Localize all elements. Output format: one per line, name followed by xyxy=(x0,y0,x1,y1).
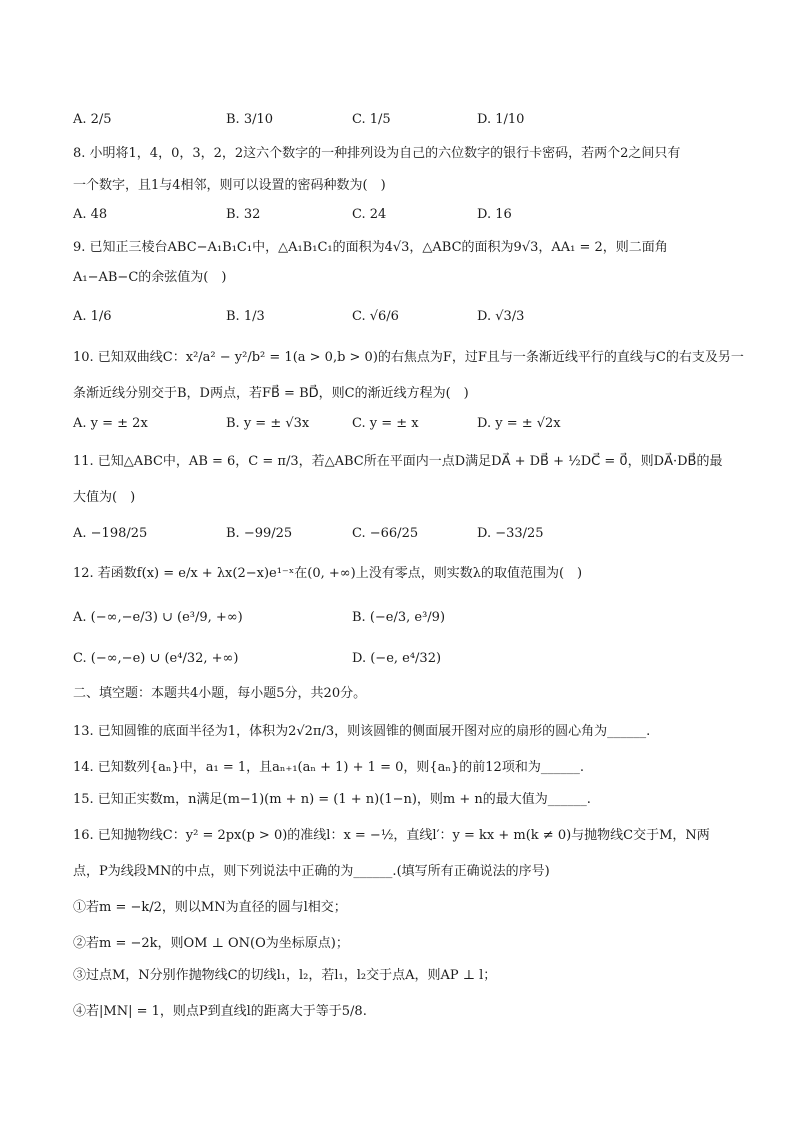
q7-option-c: C. 1/5 xyxy=(352,112,391,127)
q11-option-d: D. −33/25 xyxy=(477,526,544,541)
q13-stem: 13. 已知圆锥的底面半径为1，体积为2√2π/3，则该圆锥的侧面展开图对应的扇形的圆心角为______. xyxy=(73,724,651,739)
q7-option-d: D. 1/10 xyxy=(477,112,525,127)
q9-stem-line2: A₁−AB−C的余弦值为( ) xyxy=(73,270,227,285)
q7-option-b: B. 3/10 xyxy=(226,112,274,127)
q12-option-b: B. (−e/3, e³/9) xyxy=(352,610,446,625)
q14-stem: 14. 已知数列{aₙ}中，a₁ = 1，且aₙ₊₁(aₙ + 1) + 1 = 0，则{aₙ}的前12项和为______. xyxy=(73,760,584,775)
q11-options xyxy=(73,522,733,546)
section-heading: 二、填空题：本题共4小题，每小题5分，共20分。 xyxy=(73,686,367,701)
q9-option-b: B. 1/3 xyxy=(226,309,265,324)
q7-options xyxy=(73,108,733,132)
q11-option-a: A. −198/25 xyxy=(73,526,148,541)
q12-option-a: A. (−∞,−e/3) ∪ (e³/9, +∞) xyxy=(73,610,243,625)
q10-option-a: A. y = ± 2x xyxy=(73,416,148,431)
q9-stem-line1: 9. 已知正三棱台ABC−A₁B₁C₁中，△A₁B₁C₁的面积为4√3，△ABC的面积为9√3，AA₁ = 2，则二面角 xyxy=(73,240,668,255)
q16-item-2: ②若m = −2k，则OM ⊥ ON(O为坐标原点)； xyxy=(73,936,349,951)
q8-option-c: C. 24 xyxy=(352,207,387,222)
q9-option-a: A. 1/6 xyxy=(73,309,112,324)
q12-options-row1 xyxy=(73,606,733,630)
q16-item-4: ④若|MN| = 1，则点P到直线l的距离大于等于5/8. xyxy=(73,1004,367,1019)
q10-stem-line2: 条渐近线分别交于B，D两点，若FB⃗ = BD⃗，则C的渐近线方程为( ) xyxy=(73,386,469,401)
q12-options-row2 xyxy=(73,647,733,671)
q8-option-a: A. 48 xyxy=(73,207,108,222)
q10-option-b: B. y = ± √3x xyxy=(226,416,310,431)
q11-option-b: B. −99/25 xyxy=(226,526,293,541)
q12-option-c: C. (−∞,−e) ∪ (e⁴/32, +∞) xyxy=(73,651,239,666)
q9-option-c: C. √6/6 xyxy=(352,309,399,324)
q12-option-d: D. (−e, e⁴/32) xyxy=(352,651,442,666)
q7-option-a: A. 2/5 xyxy=(73,112,112,127)
q16-item-1: ①若m = −k/2，则以MN为直径的圆与l相交； xyxy=(73,900,347,915)
q11-option-c: C. −66/25 xyxy=(352,526,419,541)
q8-stem-line1: 8. 小明将1，4，0，3，2，2这六个数字的一种排列设为自己的六位数字的银行卡密码，若两个2之间只有 xyxy=(73,146,681,161)
q10-stem-line1: 10. 已知双曲线C：x²/a² − y²/b² = 1(a > 0,b > 0)的右焦点为F，过F且与一条渐近线平行的直线与C的右支及另一 xyxy=(73,350,744,365)
q8-option-b: B. 32 xyxy=(226,207,261,222)
q8-options xyxy=(73,203,733,227)
q16-stem-line1: 16. 已知抛物线C：y² = 2px(p > 0)的准线l：x = −½，直线l′：y = kx + m(k ≠ 0)与抛物线C交于M，N两 xyxy=(73,828,710,843)
q16-stem-line2: 点，P为线段MN的中点，则下列说法中正确的为______.(填写所有正确说法的序号) xyxy=(73,864,550,879)
q8-stem-line2: 一个数字，且1与4相邻，则可以设置的密码种数为( ) xyxy=(73,178,386,193)
q8-option-d: D. 16 xyxy=(477,207,512,222)
q12-stem: 12. 若函数f(x) = e/x + λx(2−x)e¹⁻ˣ在(0, +∞)上没有零点，则实数λ的取值范围为( ) xyxy=(73,566,583,581)
q9-option-d: D. √3/3 xyxy=(477,309,525,324)
q10-options xyxy=(73,412,733,436)
q11-stem-line2: 大值为( ) xyxy=(73,490,136,505)
q16-item-3: ③过点M，N分别作抛物线C的切线l₁，l₂，若l₁，l₂交于点A，则AP ⊥ l； xyxy=(73,968,497,983)
q11-stem-line1: 11. 已知△ABC中，AB = 6，C = π/3，若△ABC所在平面内一点D满足DA⃗ + DB⃗ + ½DC⃗ = 0⃗，则DA⃗·DB⃗的最 xyxy=(73,454,723,469)
q10-option-c: C. y = ± x xyxy=(352,416,419,431)
q15-stem: 15. 已知正实数m，n满足(m−1)(m + n) = (1 + n)(1−n)，则m + n的最大值为______. xyxy=(73,792,591,807)
q9-options xyxy=(73,305,733,329)
q10-option-d: D. y = ± √2x xyxy=(477,416,561,431)
